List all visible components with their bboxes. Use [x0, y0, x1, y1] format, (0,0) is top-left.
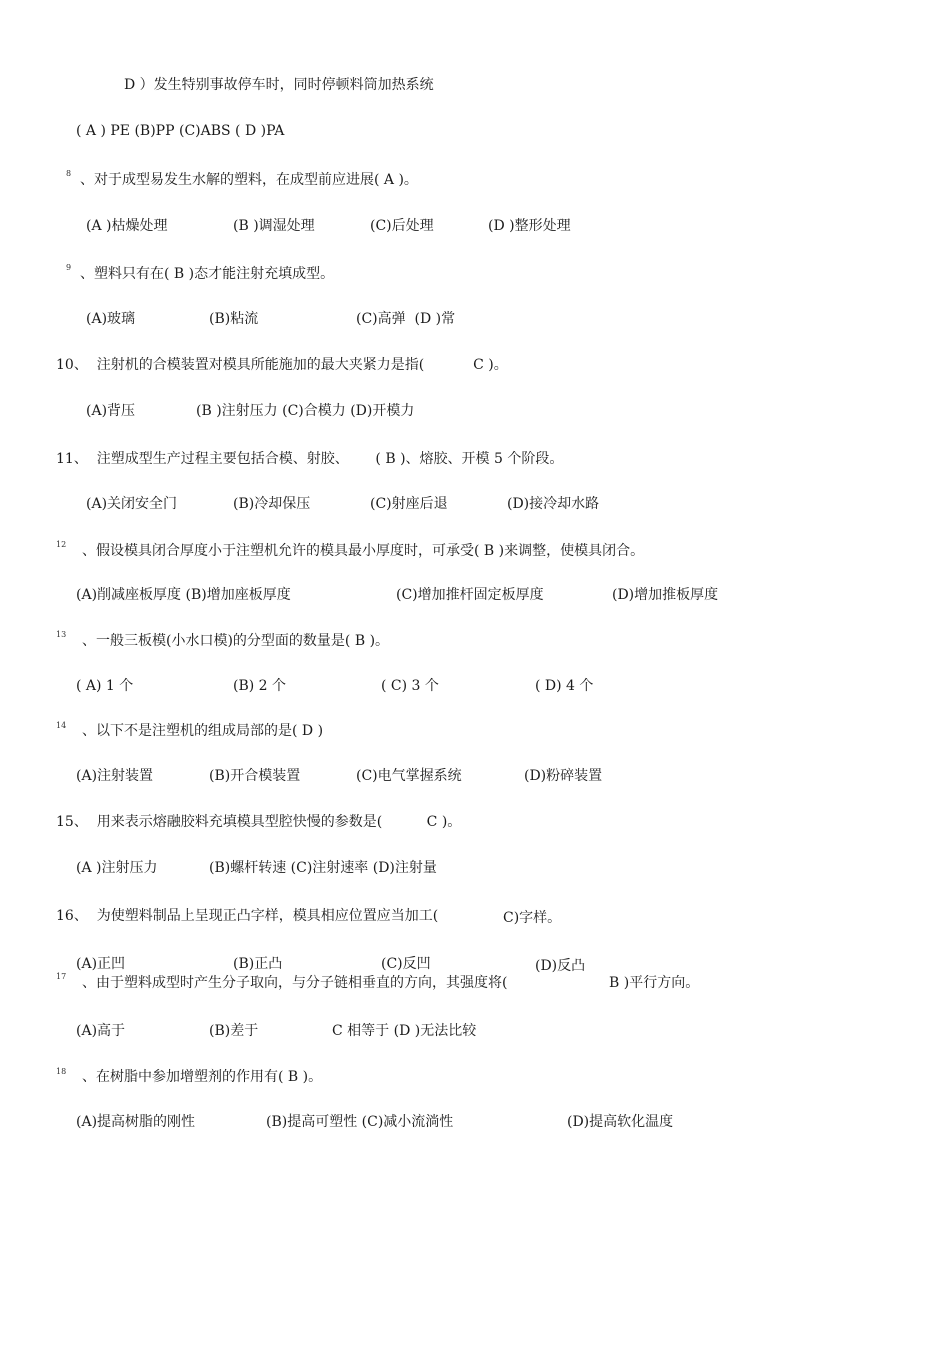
option-c: (C)反凹 [381, 956, 431, 972]
option-d: (D)反凸 [535, 958, 586, 974]
question-number: 13 [56, 630, 67, 639]
option-d: (D)增加推板厚度 [612, 587, 719, 603]
question-text: 、以下不是注塑机的组成局部的是( D ) [82, 723, 324, 739]
option-c-d: (C)高弹 (D )常 [356, 311, 456, 327]
question-text: 、由于塑料成型时产生分子取向，与分子链相垂直的方向，其强度将( [82, 975, 508, 991]
question-text: 11、 注塑成型生产过程主要包括合模、射胶、 ( B )、熔胶、开模 5 个阶段。 [56, 451, 564, 467]
answer-tail: B )平行方向。 [609, 975, 700, 991]
question-number: 14 [56, 721, 67, 730]
question-text: 、塑料只有在( B )态才能注射充填成型。 [80, 266, 335, 282]
question-text: 16、 为使塑料制品上呈现正凸字样，模具相应位置应当加工( [56, 908, 439, 924]
option-a: (A)背压 [86, 403, 136, 419]
option-c: (C)电气掌握系统 [356, 768, 462, 784]
option-b: (B)开合模装置 [209, 768, 301, 784]
option-b: (B)粘流 [209, 311, 259, 327]
answer-tail: C)字样。 [503, 910, 562, 926]
option-d: (D )整形处理 [488, 218, 571, 234]
option-a: (A)正凹 [76, 956, 126, 972]
question-text: 10、 注射机的合模装置对模具所能施加的最大夹紧力是指( C )。 [56, 357, 508, 373]
question-text: 15、 用来表示熔融胶料充填模具型腔快慢的参数是( C )。 [56, 814, 462, 830]
option-b: (B)正凸 [233, 956, 283, 972]
option-b-c-d: (B)螺杆转速 (C)注射速率 (D)注射量 [209, 860, 437, 876]
answer-option-line: D ）发生特别事故停车时，同时停顿料筒加热系统 [124, 77, 434, 93]
option-a: ( A) 1 个 [76, 678, 134, 694]
option-c: (C)射座后退 [370, 496, 448, 512]
options-line-q7: ( A ) PE (B)PP (C)ABS ( D )PA [76, 123, 285, 139]
option-b: (B)冷却保压 [233, 496, 311, 512]
option-d: (D)粉碎装置 [524, 768, 603, 784]
option-a: (A)关闭安全门 [86, 496, 178, 512]
option-a: (A)注射装置 [76, 768, 154, 784]
option-c: (C)后处理 [370, 218, 434, 234]
option-a: (A )注射压力 [76, 860, 158, 876]
option-b-c-d: (B )注射压力 (C)合模力 (D)开模力 [196, 403, 415, 419]
option-c: (C)增加推杆固定板厚度 [396, 587, 544, 603]
question-text: 、一般三板模(小水口模)的分型面的数量是( B )。 [82, 633, 390, 649]
option-a: (A)提高树脂的刚性 [76, 1114, 196, 1130]
option-a: (A )枯燥处理 [86, 218, 168, 234]
question-text: 、在树脂中参加增塑剂的作用有( B )。 [82, 1069, 323, 1085]
question-number: 18 [56, 1067, 67, 1076]
option-c: ( C) 3 个 [381, 678, 439, 694]
option-d: (D)接冷却水路 [507, 496, 600, 512]
option-b-c: (B)提高可塑性 (C)减小流淌性 [266, 1114, 454, 1130]
option-d: ( D) 4 个 [535, 678, 594, 694]
question-text: 、假设模具闭合厚度小于注塑机允许的模具最小厚度时，可承受( B )来调整，使模具闭合。 [82, 543, 645, 559]
question-number: 8 [66, 169, 72, 178]
option-b: (B)差于 [209, 1023, 259, 1039]
question-number: 12 [56, 540, 67, 549]
option-b: (B )调湿处理 [233, 218, 315, 234]
question-number: 17 [56, 972, 67, 981]
option-b: (B) 2 个 [233, 678, 287, 694]
option-a-b: (A)削减座板厚度 (B)增加座板厚度 [76, 587, 291, 603]
option-c-d: C 相等于 (D )无法比较 [332, 1023, 477, 1039]
option-d: (D)提高软化温度 [567, 1114, 674, 1130]
question-number: 9 [66, 263, 72, 272]
option-a: (A)玻璃 [86, 311, 136, 327]
option-a: (A)高于 [76, 1023, 126, 1039]
question-text: 、对于成型易发生水解的塑料，在成型前应进展( A )。 [80, 172, 418, 188]
